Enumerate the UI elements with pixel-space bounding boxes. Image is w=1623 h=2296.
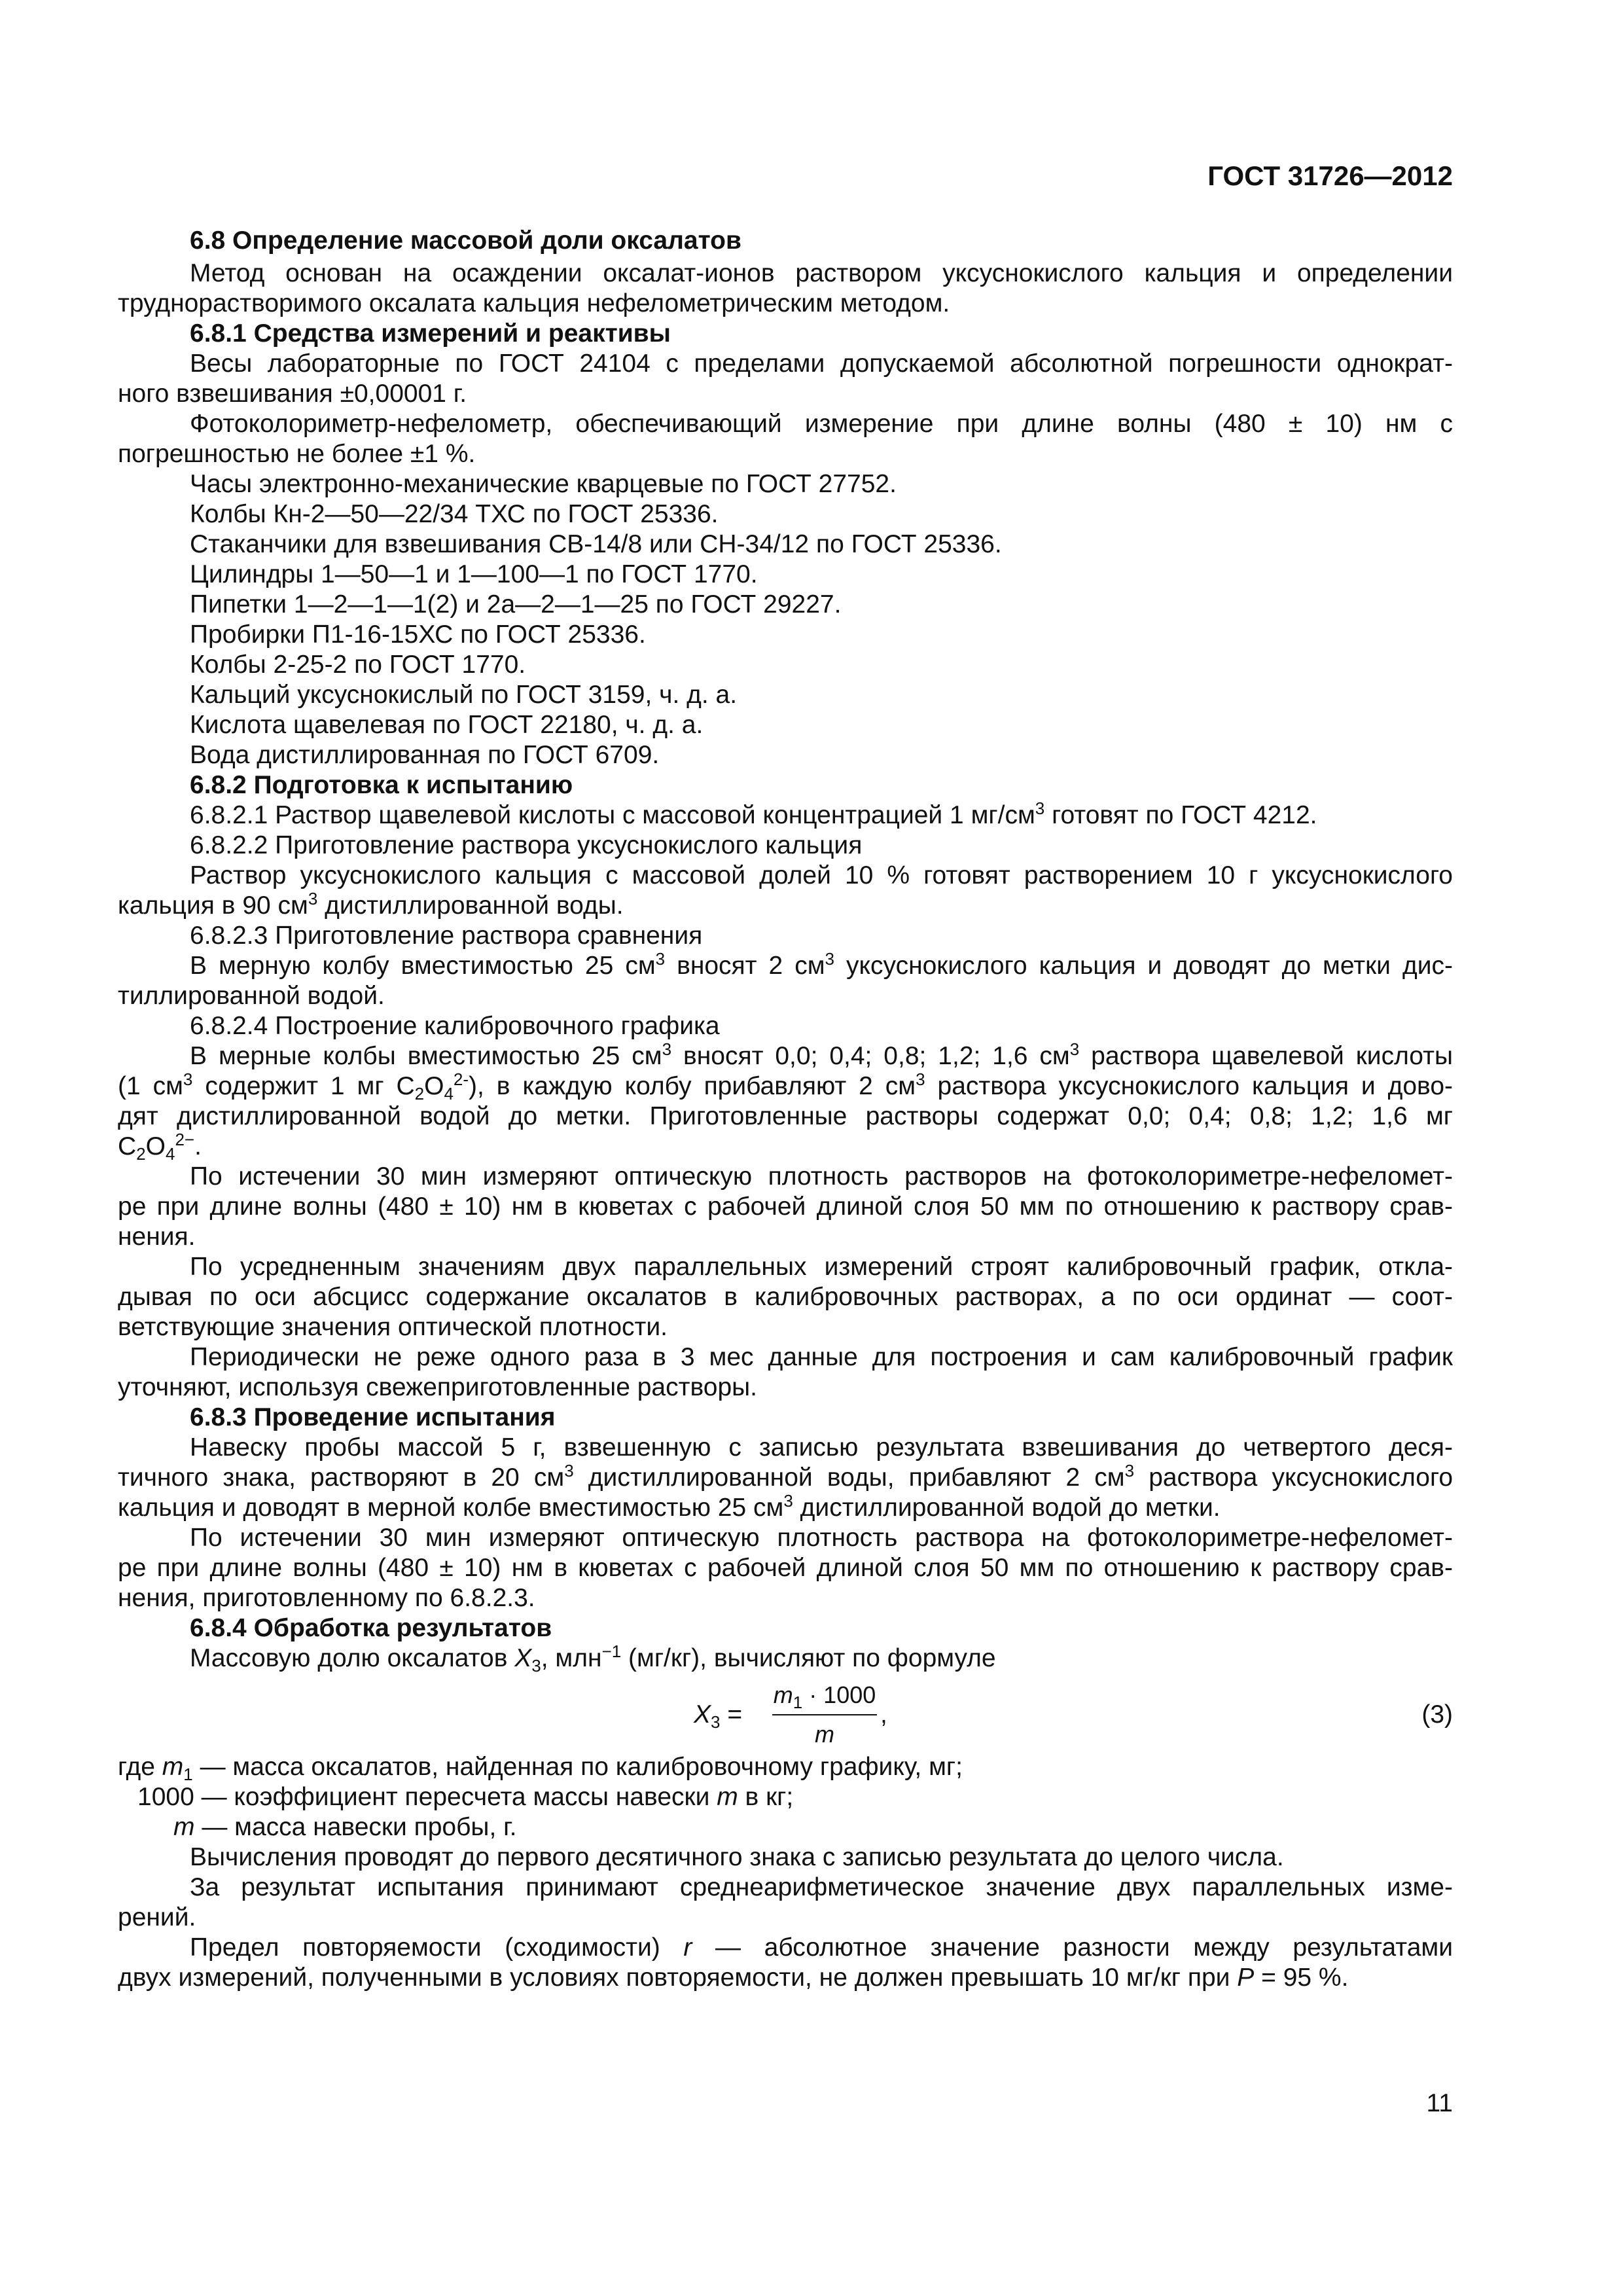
paragraph-line: Весы лабораторные по ГОСТ 24104 с пределами допускаемой абсолютной погрешности однократ- [190,350,1453,378]
formula-denominator: m [815,1721,834,1748]
paragraph-line: За результат испытания принимают среднеарифметическое значение двух параллельных изме- [190,1873,1453,1901]
paragraph-line: труднорастворимого оксалата кальция нефелометрическим методом. [118,289,950,317]
paragraph-line: дят дистиллированной водой до метки. Приготовленные растворы содержат 0,0; 0,4; 0,8; 1,2; 1,6 мг [118,1102,1453,1130]
paragraph-line: Фотоколориметр-нефелометр, обеспечивающий измерение при длине волны (480 ± 10) нм с [190,410,1453,438]
formula-3 [118,1680,1453,1752]
paragraph-line: 6.8.2.1 Раствор щавелевой кислоты с массовой концентрацией 1 $мг/см^3$ готовят по ГОСТ 4212. [190,798,1317,829]
definition-line: m — масса навески пробы, г. [173,1813,517,1841]
paragraph-line: По усредненным значениям двух параллельных измерений строят калибровочный график, откла- [190,1253,1453,1281]
section-heading-6-8-3: 6.8.3 Проведение испытания [190,1403,556,1431]
paragraph-line: Вычисления проводят до первого десятичного знака с записью результата до целого числа. [190,1843,1284,1871]
section-heading-6-8-4: 6.8.4 Обработка результатов [190,1614,552,1642]
formula-comma: , [880,1700,887,1729]
paragraph-line: ветствующие значения оптической плотности. [118,1313,668,1341]
paragraph-line: Метод основан на осаждении оксалат-ионов раствором уксуснокислого кальция и определении [190,259,1453,287]
definition-line: 1000 — коэффициент пересчета массы навески m в кг; [137,1783,794,1811]
formula-lhs: $X_3$ = [694,1700,743,1732]
paragraph-line: погрешностью не более ±1 %. [118,440,476,468]
paragraph-line: кальция в 90 $см^3$ дистиллированной воды. [118,889,624,920]
paragraph-line: кальция и доводят в мерной колбе вместимостью 25 $см^3$ дистиллированной водой до метки. [118,1491,1221,1522]
list-item: Пробирки П1-16-15ХС по ГОСТ 25336. [190,620,646,649]
paragraph-line: нения. [118,1223,196,1251]
list-item: Цилиндры 1—50—1 и 1—100—1 по ГОСТ 1770. [190,560,758,588]
paragraph-line: ре при длине волны (480 ± 10) нм в кюветах с рабочей длиной слоя 50 мм по отношению к раствору срав- [118,1554,1453,1582]
list-item: Кальций уксуснокислый по ГОСТ 3159, ч. д. а. [190,681,738,709]
paragraph-line: Периодически не реже одного раза в 3 мес данные для построения и сам калибровочный график [190,1343,1453,1371]
formula-fraction [772,1680,877,1749]
paragraph-line: По истечении 30 мин измеряют оптическую плотность растворов на фотоколориметре-нефеломет- [190,1162,1453,1191]
section-heading-6-8-1: 6.8.1 Средства измерений и реактивы [190,319,671,348]
paragraph-line: уточняют, используя свежеприготовленные растворы. [118,1373,757,1401]
paragraph-line: 6.8.2.2 Приготовление раствора уксуснокислого кальция [190,831,863,859]
paragraph-line: В мерные колбы вместимостью 25 $см^3$ вносят 0,0; 0,4; 0,8; 1,2; 1,6 $см^3$ раствора щавелевой кислоты [190,1039,1453,1070]
paragraph-line: рений. [118,1903,196,1931]
paragraph-line: нения, приготовленному по 6.8.2.3. [118,1584,535,1612]
document-id: ГОСТ 31726—2012 [1207,160,1453,191]
paragraph-line: В мерную колбу вместимостью 25 $см^3$ вносят 2 $см^3$ уксуснокислого кальция и доводят до метки дис- [190,949,1453,980]
list-item: Вода дистиллированная по ГОСТ 6709. [190,741,660,769]
section-heading-6-8: 6.8 Определение массовой доли оксалатов [190,226,741,255]
paragraph-line: По истечении 30 мин измеряют оптическую плотность раствора на фотоколориметре-нефеломет- [190,1524,1453,1552]
paragraph-line: $C_2O_4^{2-}$. [118,1130,202,1164]
paragraph-line: ного взвешивания ±0,00001 г. [118,380,467,408]
paragraph-line: 6.8.2.4 Построение калибровочного графика [190,1012,720,1040]
paragraph-line: (1 $см^3$ содержит 1 мг $C_2O_4^{2-}$), в каждую колбу прибавляют 2 $см^3$ раствора уксуснокислого кальция и дово- [118,1069,1453,1103]
list-item: Колбы 2-25-2 по ГОСТ 1770. [190,651,526,679]
list-item: Пипетки 1—2—1—1(2) и 2а—2—1—25 по ГОСТ 29227. [190,590,842,619]
formula-number: (3) [1421,1700,1453,1729]
list-item: Колбы Кн-2—50—22/34 ТХС по ГОСТ 25336. [190,500,719,528]
paragraph-line: 6.8.2.3 Приготовление раствора сравнения [190,922,703,950]
page-number: 11 [1426,2089,1453,2117]
paragraph-line: Раствор уксуснокислого кальция с массовой долей 10 % готовят растворением 10 г уксуснокислого [190,861,1453,889]
paragraph-line: двух измерений, полученными в условиях повторяемости, не должен превышать 10 мг/кг при P = 95 %. [118,1964,1349,1992]
paragraph-line: тичного знака, растворяют в 20 $см^3$ дистиллированной воды, прибавляют 2 $см^3$ раствора уксуснокислого [118,1461,1454,1492]
paragraph-line: Навеску пробы массой 5 г, взвешенную с записью результата взвешивания до четвертого деся- [190,1433,1453,1462]
paragraph-line: дывая по оси абсцисс содержание оксалатов в калибровочных растворах, а по оси ординат — соот- [118,1283,1453,1311]
paragraph-line: Массовую долю оксалатов $X_3$, млн$^{-1}$ (мг/кг), вычисляют по формуле [190,1641,996,1676]
definition-line: где $m_1$ — масса оксалатов, найденная по калибровочному графику, мг; [118,1753,963,1784]
page-content [118,226,1453,1993]
list-item: Часы электронно-механические кварцевые по ГОСТ 27752. [190,470,897,498]
list-item: Кислота щавелевая по ГОСТ 22180, ч. д. а. [190,711,704,739]
formula-numerator: $m_1 \cdot 1000$ [772,1680,877,1715]
paragraph-line: тиллированной водой. [118,982,385,1010]
document-page [118,0,1453,2296]
paragraph-line: Предел повторяемости (сходимости) r — абсолютное значение разности между результатами [190,1933,1453,1962]
paragraph-line: ре при длине волны (480 ± 10) нм в кюветах с рабочей длиной слоя 50 мм по отношению к раствору срав- [118,1193,1453,1221]
list-item: Стаканчики для взвешивания СВ-14/8 или СН-34/12 по ГОСТ 25336. [190,530,1002,558]
section-heading-6-8-2: 6.8.2 Подготовка к испытанию [190,771,573,799]
